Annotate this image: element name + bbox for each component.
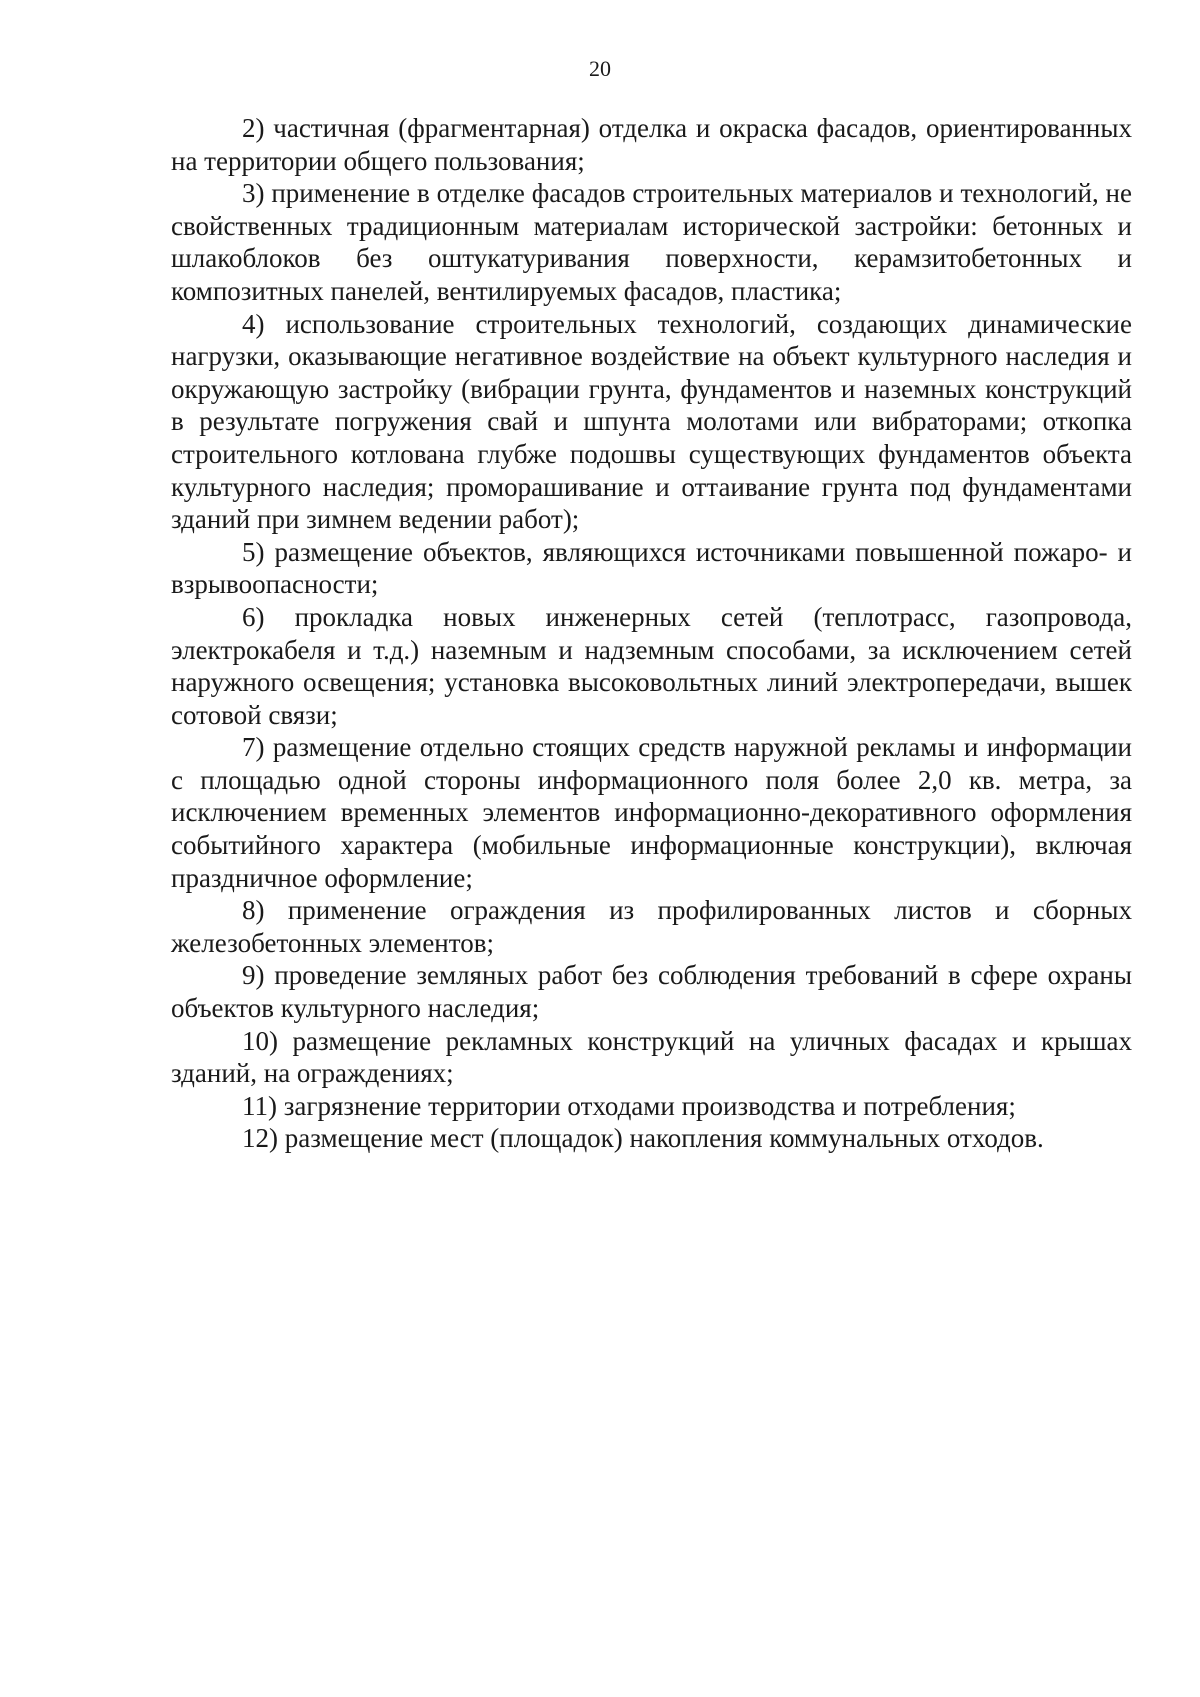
list-item-11: 11) загрязнение территории отходами производства и потребления;: [242, 1090, 1016, 1121]
list-item-12: 12) размещение мест (площадок) накопления коммунальных отходов.: [242, 1123, 1044, 1154]
list-item-5: 5) размещение объектов, являющихся источниками повышенной пожаро- и взрывоопасности;: [171, 536, 1132, 600]
list-item-2: 2) частичная (фрагментарная) отделка и окраска фасадов, ориентированных на территории общего пользования;: [171, 113, 1132, 176]
list-item-8: 8) применение ограждения из профилированных листов и сборных железобетонных элементов;: [171, 895, 1132, 958]
list-item-4: 4) использование строительных технологий, создающих динамические нагрузки, оказывающие негативное воздействие на объект культурного наследия и окружающую застройку (вибрации грунта, фундаментов и наземных конструкций в результате погружения свай и шпунта молотами или вибраторами; откопка строительного котлована глубже подошвы существующих фундаментов объекта культурного наследия; проморашивание и оттаивание грунта под фундаментами зданий при зимнем ведении работ);: [171, 308, 1132, 535]
list-item-6: 6) прокладка новых инженерных сетей (теплотрасс, газопровода, электрокабеля и т.д.) наземным и надземным способами, за исключением сетей наружного освещения; установка высоковольтных линий электропередачи, вышек сотовой связи;: [171, 601, 1132, 730]
list-item-7: 7) размещение отдельно стоящих средств наружной рекламы и информации с площадью одной стороны информационного поля более 2,0 кв. метра, за исключением временных элементов информационно-декоративного оформления событийного характера (мобильные информационные конструкции), включая праздничное оформление;: [171, 732, 1132, 893]
list-item-9: 9) проведение земляных работ без соблюдения требований в сфере охраны объектов культурного наследия;: [171, 960, 1132, 1024]
list-item-3: 3) применение в отделке фасадов строительных материалов и технологий, не свойственных традиционным материалам исторической застройки: бетонных и шлакоблоков без оштукатуривания поверхности, керамзитобетонных и композитных панелей, вентилируемых фасадов, пластика;: [171, 178, 1132, 306]
restrictions-list: [171, 112, 1132, 1155]
page-number: 20: [589, 56, 611, 81]
list-item-10: 10) размещение рекламных конструкций на уличных фасадах и крышах зданий, на ограждениях;: [171, 1025, 1132, 1089]
